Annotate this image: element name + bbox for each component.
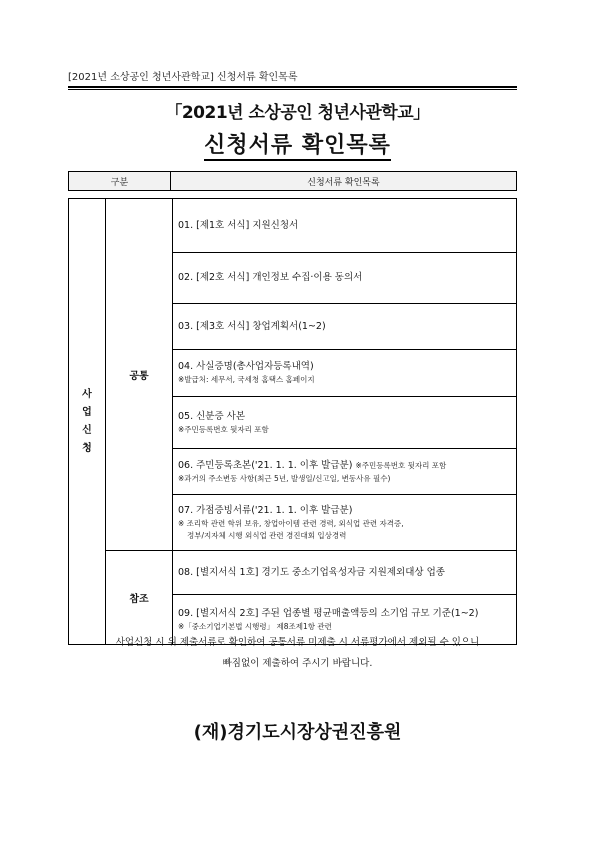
category-char: 사 <box>82 388 92 400</box>
item-inline-note: ※주민등록번호 뒷자리 포함 <box>355 460 447 470</box>
submission-notice <box>0 632 595 674</box>
list-item <box>173 397 517 449</box>
item-title-row <box>178 459 513 473</box>
list-item <box>173 304 517 350</box>
document-title <box>0 128 595 159</box>
list-item <box>173 350 517 397</box>
notice-line-1: 사업신청 시 위 제출서류로 확인하여 공통서류 미제출 시 서류평가에서 제외될 수 있으니 <box>115 637 480 648</box>
table-header <box>68 171 517 191</box>
item-note-continued: 정부/지자체 시행 외식업 관련 경진대회 입상경력 <box>187 530 347 540</box>
item-title: 02. [제2호 서식] 개인정보 수집·이용 동의서 <box>178 272 363 283</box>
list-item <box>173 253 517 304</box>
group-reference: 참조 <box>106 551 173 645</box>
item-title: 01. [제1호 서식] 지원신청서 <box>178 219 299 231</box>
list-item <box>173 495 517 551</box>
item-title: 07. 가점증빙서류('21. 1. 1. 이후 발급분) <box>178 504 353 516</box>
list-item <box>173 449 517 495</box>
item-title: 03. [제3호 서식] 창업계획서(1~2) <box>178 320 326 332</box>
list-item <box>173 551 517 595</box>
item-note: ※주민등록번호 뒷자리 포함 <box>178 424 269 434</box>
category-business-application <box>69 199 106 645</box>
document-checklist-table <box>68 198 517 645</box>
category-char: 신 <box>82 424 92 436</box>
category-char: 업 <box>82 406 92 418</box>
item-title: 09. [별지서식 2호] 주된 업종별 평균매출액등의 소기업 규모 기준(1~2) <box>178 607 479 619</box>
item-note: ※ 조리학 관련 학위 보유, 창업아이템 관련 경력, 외식업 관련 자격증, <box>178 518 404 528</box>
item-title: 04. 사실증명(총사업자등록내역) <box>178 361 314 372</box>
document-title-text: 신청서류 확인목록 <box>204 133 391 161</box>
group-common: 공통 <box>106 199 173 551</box>
column-header-category: 구분 <box>69 172 171 191</box>
item-note: ※발급처: 세무서, 국세청 홈택스 홈페이지 <box>178 375 315 384</box>
document-header-label: [2021년 소상공인 청년사관학교] 신청서류 확인목록 <box>68 72 298 83</box>
list-item <box>173 199 517 253</box>
column-header-documents: 신청서류 확인목록 <box>171 172 517 191</box>
document-title-program: 「2021년 소상공인 청년사관학교」 <box>165 103 430 123</box>
header-divider <box>68 86 517 90</box>
organization-name: (재)경기도시장상권진흥원 <box>193 722 402 743</box>
item-title: 06. 주민등록초본('21. 1. 1. 이후 발급분) <box>178 459 353 471</box>
item-note: ※「중소기업기본법 시행령」 제8조제1항 관련 <box>178 621 332 631</box>
item-title: 05. 신분증 사본 <box>178 410 246 422</box>
category-char: 청 <box>82 442 92 454</box>
item-note: ※과거의 주소변동 사항(최근 5년, 발생일/신고일, 변동사유 필수) <box>178 473 391 483</box>
notice-line-2: 빠짐없이 제출하여 주시기 바랍니다. <box>222 658 373 669</box>
item-title: 08. [별지서식 1호] 경기도 중소기업육성자금 지원제외대상 업종 <box>178 566 445 578</box>
